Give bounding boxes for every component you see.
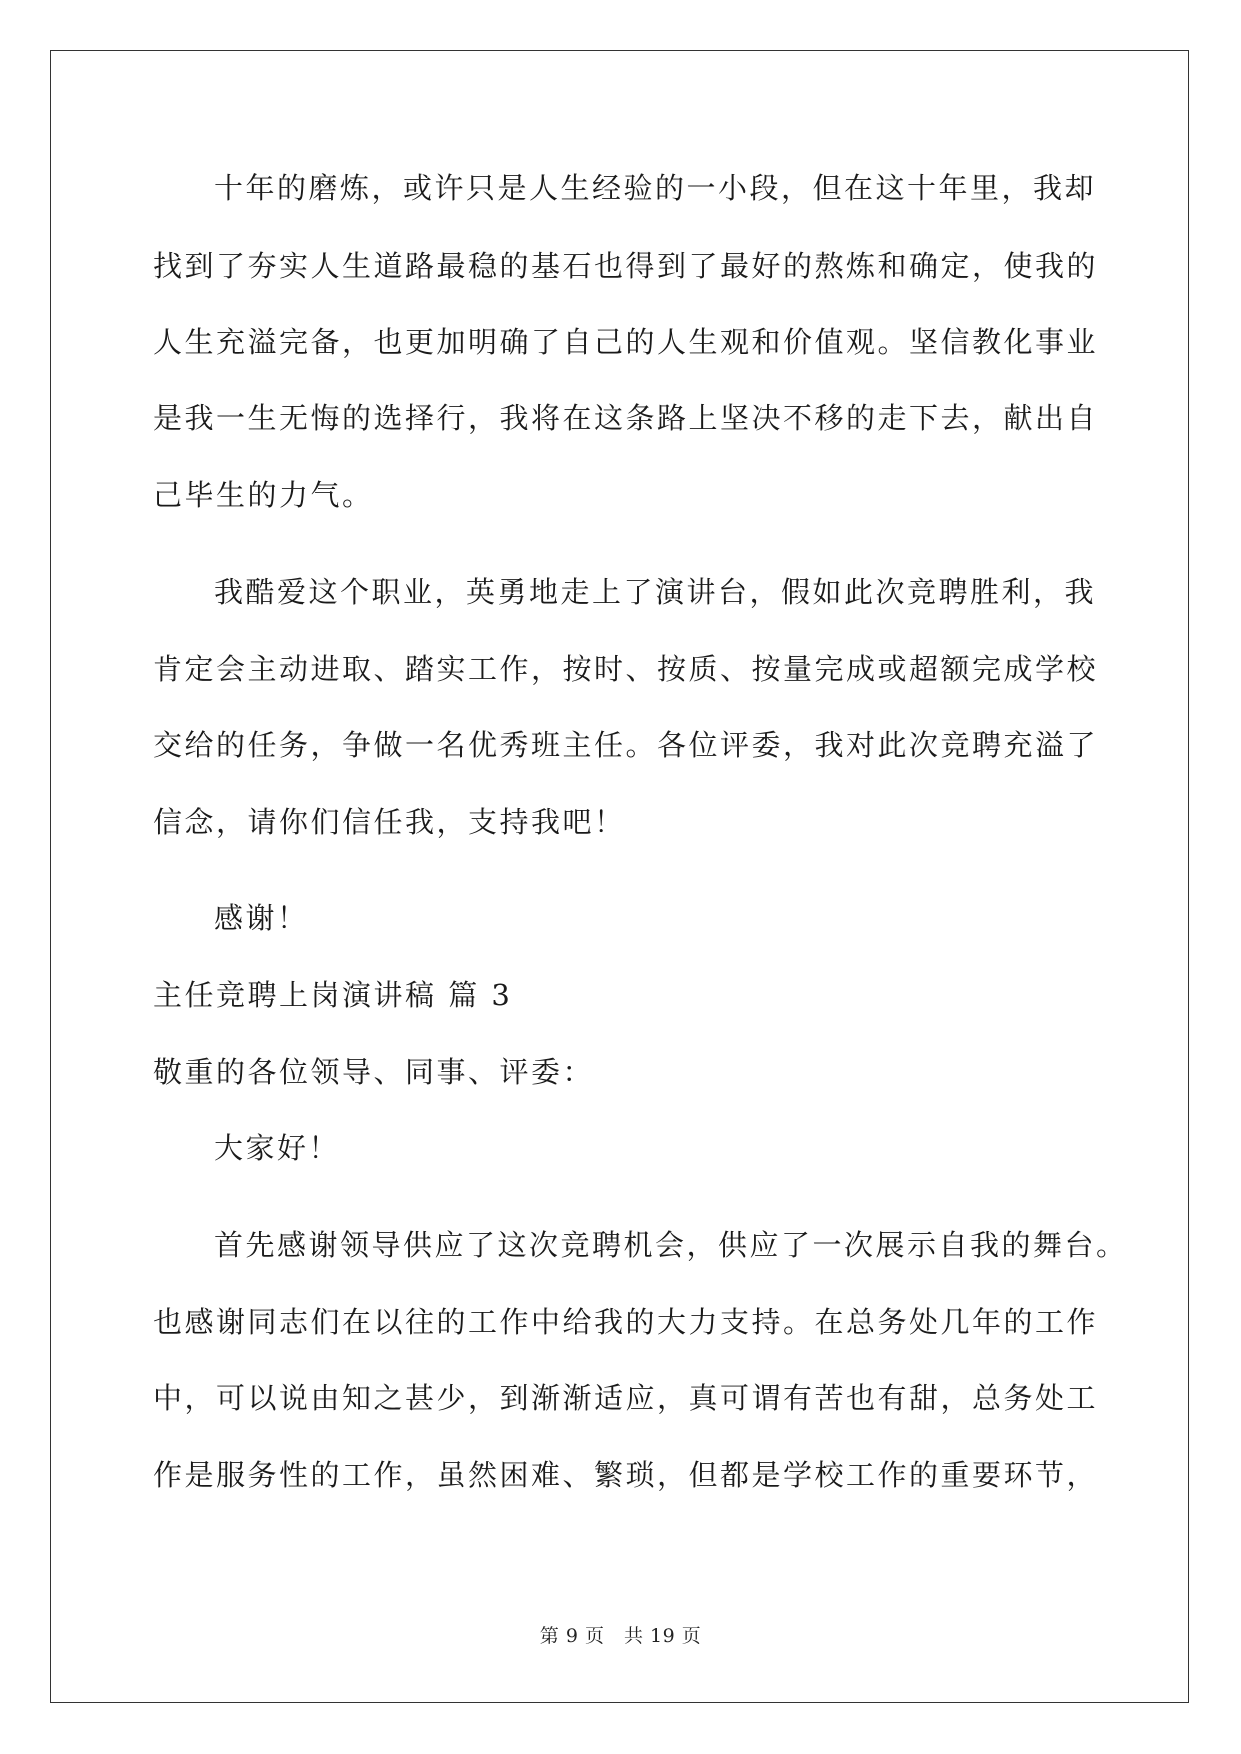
paragraph-line: 肯定会主动进取、踏实工作，按时、按质、按量完成或超额完成学校	[153, 652, 1099, 686]
paragraph-line: 交给的任务，争做一名优秀班主任。各位评委，我对此次竞聘充溢了	[153, 728, 1099, 762]
paragraph-line: 中，可以说由知之甚少，到渐渐适应，真可谓有苦也有甜，总务处工	[153, 1381, 1099, 1415]
salutation-line: 敬重的各位领导、同事、评委：	[153, 1055, 595, 1089]
paragraph-line: 人生充溢完备，也更加明确了自己的人生观和价值观。坚信教化事业	[153, 325, 1099, 359]
closing-line: 感谢！	[214, 901, 309, 935]
paragraph-line: 作是服务性的工作，虽然困难、繁琐，但都是学校工作的重要环节，	[153, 1458, 1099, 1492]
paragraph-line: 首先感谢领导供应了这次竞聘机会，供应了一次展示自我的舞台。	[214, 1228, 1128, 1262]
paragraph-line: 找到了夯实人生道路最稳的基石也得到了最好的熬炼和确定，使我的	[153, 249, 1099, 283]
paragraph-line: 也感谢同志们在以往的工作中给我的大力支持。在总务处几年的工作	[153, 1305, 1099, 1339]
paragraph-line: 信念，请你们信任我，支持我吧！	[153, 805, 626, 839]
paragraph-line: 我酷爱这个职业，英勇地走上了演讲台，假如此次竞聘胜利，我	[214, 575, 1097, 609]
section-heading: 主任竞聘上岗演讲稿 篇 3	[153, 978, 513, 1012]
paragraph-line: 十年的磨炼，或许只是人生经验的一小段，但在这十年里，我却	[214, 171, 1097, 205]
page-number: 第 9 页 共 19 页	[539, 1625, 702, 1647]
paragraph-line: 是我一生无悔的选择行，我将在这条路上坚决不移的走下去，献出自	[153, 401, 1099, 435]
greeting-line: 大家好！	[214, 1131, 341, 1165]
paragraph-line: 己毕生的力气。	[153, 478, 374, 512]
